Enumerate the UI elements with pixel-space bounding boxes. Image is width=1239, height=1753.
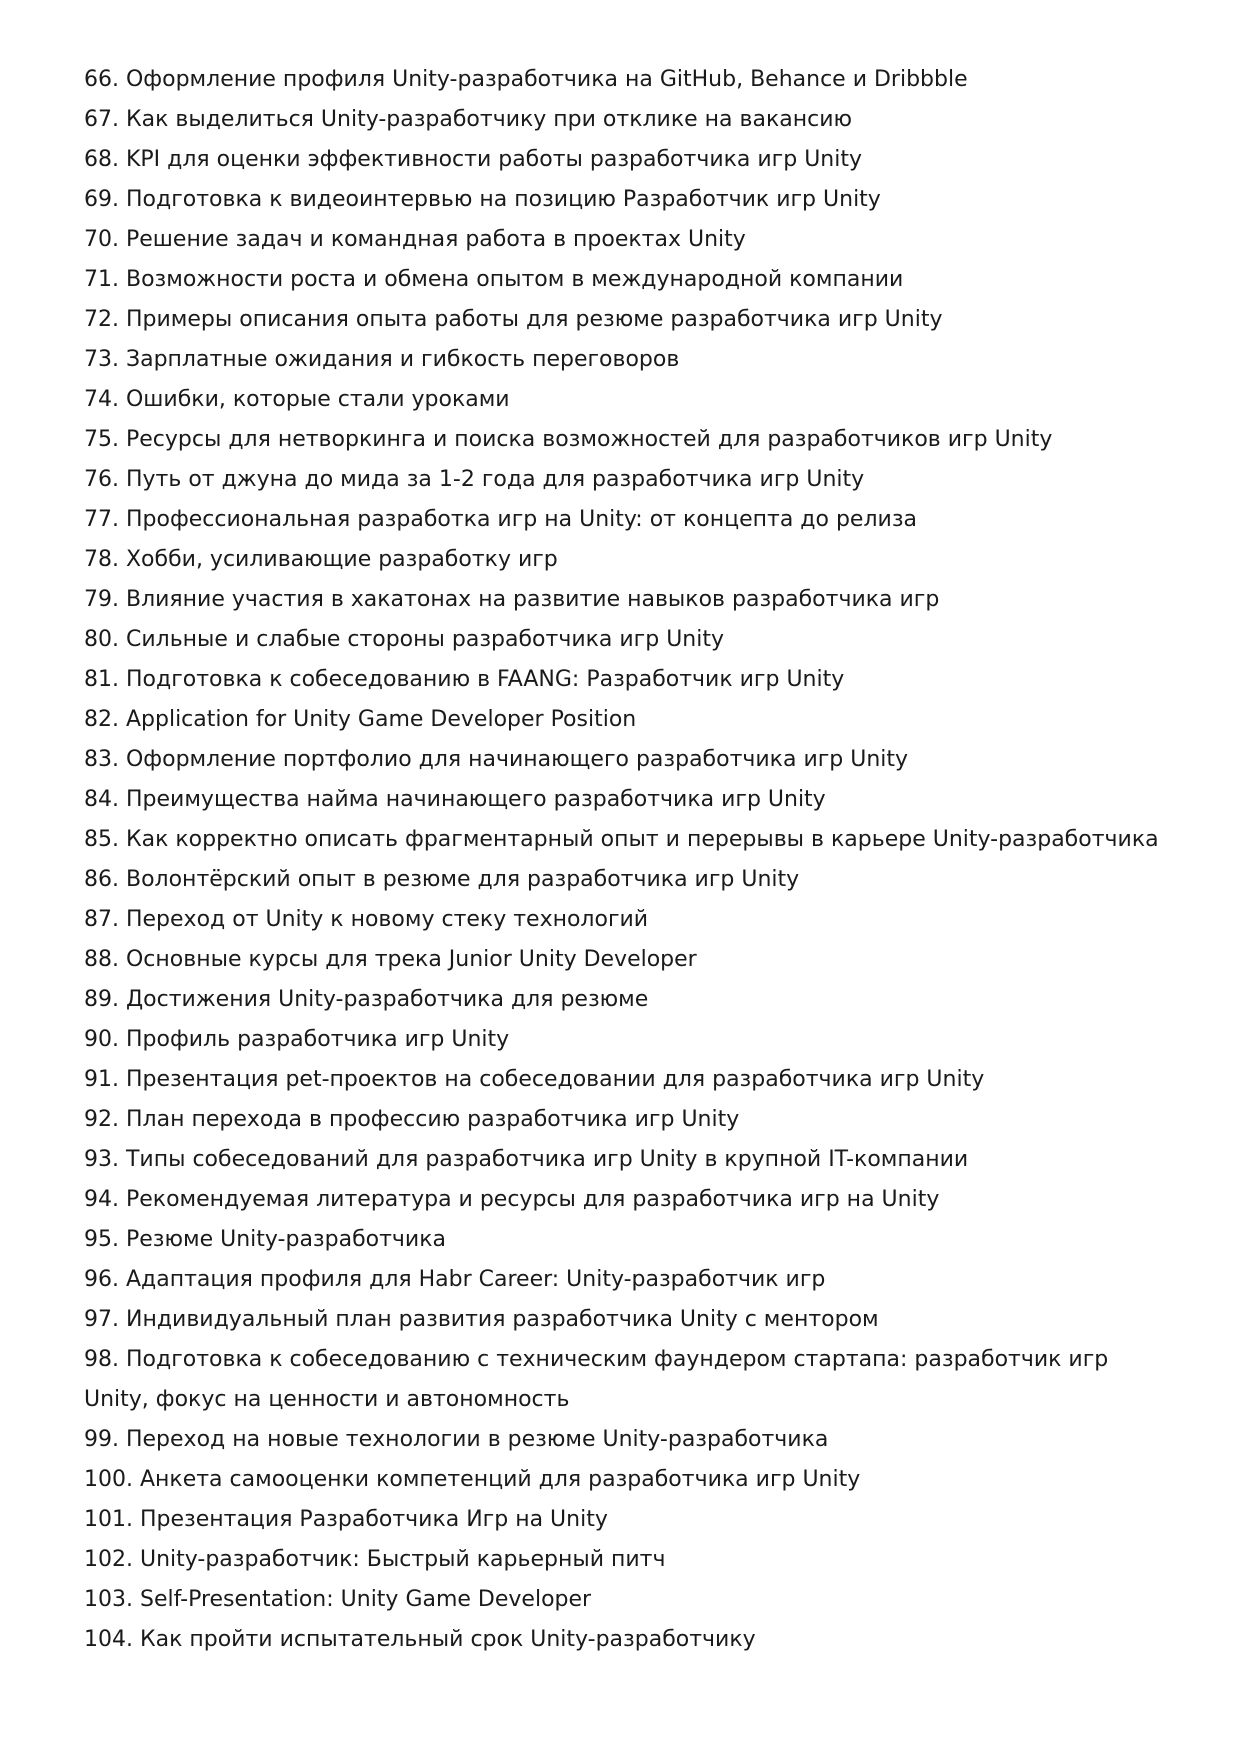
list-item: 87. Переход от Unity к новому стеку технологий xyxy=(84,907,649,932)
list-item: 104. Как пройти испытательный срок Unity-разработчику xyxy=(84,1627,756,1652)
list-item: 85. Как корректно описать фрагментарный опыт и перерывы в карьере Unity-разработчика xyxy=(84,827,1159,852)
list-item: 68. KPI для оценки эффективности работы разработчика игр Unity xyxy=(84,147,862,172)
list-item: 67. Как выделиться Unity-разработчику при отклике на вакансию xyxy=(84,107,853,132)
list-item: 77. Профессиональная разработка игр на Unity: от концепта до релиза xyxy=(84,507,917,532)
list-item: 91. Презентация pet-проектов на собеседовании для разработчика игр Unity xyxy=(84,1067,985,1092)
list-item: 99. Переход на новые технологии в резюме Unity-разработчика xyxy=(84,1427,829,1452)
list-item: 76. Путь от джуна до мида за 1-2 года для разработчика игр Unity xyxy=(84,467,865,492)
list-item: 89. Достижения Unity-разработчика для резюме xyxy=(84,987,649,1012)
list-item: 83. Оформление портфолио для начинающего разработчика игр Unity xyxy=(84,747,909,772)
list-item: 69. Подготовка к видеоинтервью на позицию Разработчик игр Unity xyxy=(84,187,881,212)
list-item: 88. Основные курсы для трека Junior Unity Developer xyxy=(84,947,697,972)
list-item: 90. Профиль разработчика игр Unity xyxy=(84,1027,510,1052)
list-item: 93. Типы собеседований для разработчика игр Unity в крупной IT-компании xyxy=(84,1147,969,1172)
topic-list xyxy=(84,60,1174,1660)
list-item: 102. Unity-разработчик: Быстрый карьерный питч xyxy=(84,1547,666,1572)
list-item: 70. Решение задач и командная работа в проектах Unity xyxy=(84,227,746,252)
list-item: 97. Индивидуальный план развития разработчика Unity с ментором xyxy=(84,1307,879,1332)
list-item: 81. Подготовка к собеседованию в FAANG: Разработчик игр Unity xyxy=(84,667,845,692)
list-item: 92. План перехода в профессию разработчика игр Unity xyxy=(84,1107,740,1132)
list-item: 94. Рекомендуемая литература и ресурсы для разработчика игр на Unity xyxy=(84,1187,940,1212)
list-item: 72. Примеры описания опыта работы для резюме разработчика игр Unity xyxy=(84,307,943,332)
list-item: 103. Self-Presentation: Unity Game Developer xyxy=(84,1587,592,1612)
list-item: 101. Презентация Разработчика Игр на Unity xyxy=(84,1507,608,1532)
list-item: 74. Ошибки, которые стали уроками xyxy=(84,387,510,412)
list-item: 82. Application for Unity Game Developer Position xyxy=(84,707,637,732)
list-item: 78. Хобби, усиливающие разработку игр xyxy=(84,547,558,572)
list-item: 75. Ресурсы для нетворкинга и поиска возможностей для разработчиков игр Unity xyxy=(84,427,1053,452)
list-item: 79. Влияние участия в хакатонах на развитие навыков разработчика игр xyxy=(84,587,940,612)
list-item: 100. Анкета самооценки компетенций для разработчика игр Unity xyxy=(84,1467,861,1492)
list-item: 96. Адаптация профиля для Habr Career: Unity-разработчик игр xyxy=(84,1267,826,1292)
list-item: 66. Оформление профиля Unity-разработчика на GitHub, Behance и Dribbble xyxy=(84,67,968,92)
list-item: 95. Резюме Unity-разработчика xyxy=(84,1227,446,1252)
list-item: 86. Волонтёрский опыт в резюме для разработчика игр Unity xyxy=(84,867,800,892)
list-item: 73. Зарплатные ожидания и гибкость переговоров xyxy=(84,347,680,372)
list-item: 98. Подготовка к собеседованию с техническим фаундером стартапа: разработчик игр Unity, фокус на ценности и автономность xyxy=(84,1347,1109,1412)
list-item: 71. Возможности роста и обмена опытом в международной компании xyxy=(84,267,904,292)
list-item: 80. Сильные и слабые стороны разработчика игр Unity xyxy=(84,627,724,652)
list-item: 84. Преимущества найма начинающего разработчика игр Unity xyxy=(84,787,826,812)
